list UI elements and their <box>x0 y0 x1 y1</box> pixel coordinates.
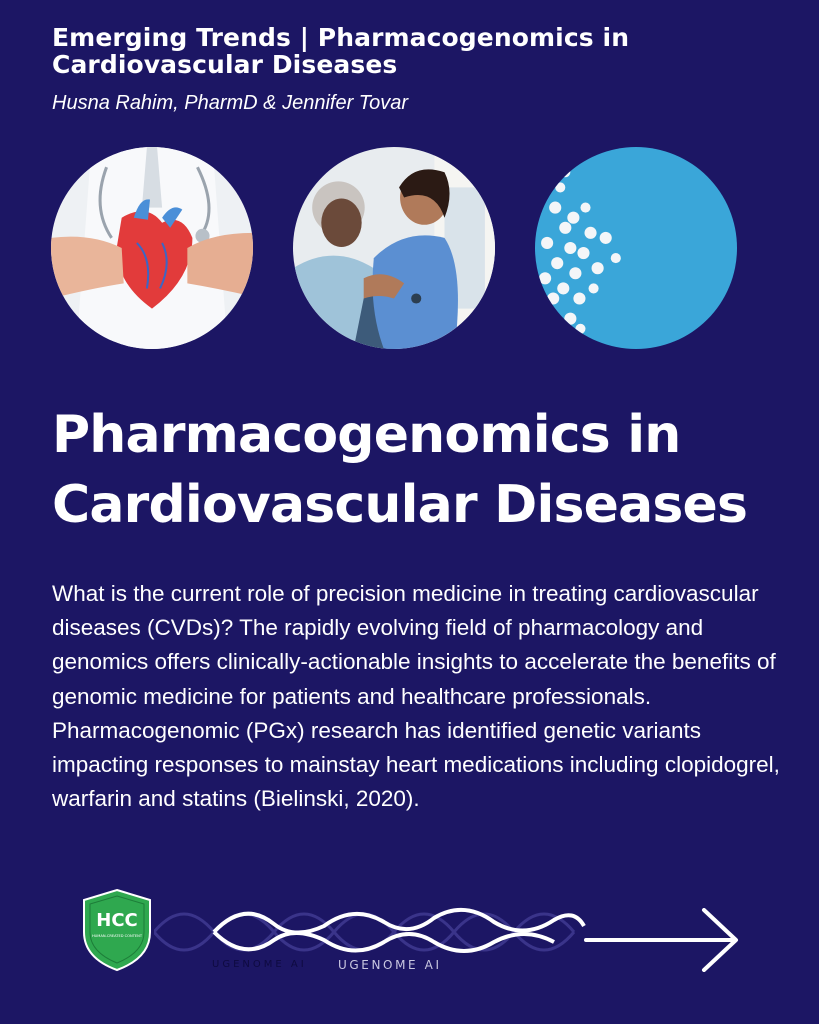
ugenome-logo-text: UGENOME AI <box>338 958 442 972</box>
main-heading: Pharmacogenomics in Cardiovascular Diseases <box>52 405 748 535</box>
ugenome-dna-icon <box>154 896 594 966</box>
heart-model-photo <box>51 147 253 349</box>
footer <box>0 880 819 990</box>
hcc-badge-title: HCC <box>96 910 138 931</box>
hcc-badge <box>80 888 154 972</box>
authors-line: Husna Rahim, PharmD & Jennifer Tovar <box>52 92 409 114</box>
ugenome-faded-text: UGENOME AI <box>212 959 307 970</box>
nurse-patient-photo <box>293 147 495 349</box>
arrow-right-icon[interactable] <box>584 908 740 972</box>
pills-photo <box>535 147 737 349</box>
intro-paragraph: What is the current role of precision medicine in treating cardiovascular diseases (CVDs)? The rapidly evolving field of pharmacology and genomics offers clinically-actionable insights to accelerate the benefits of genomic medicine for patients and healthcare professionals. Pharmacogenomic (PGx) research has identified genetic variants impacting responses to mainstay heart medications including clopidogrel, warfarin and statins (Bielinski, 2020). <box>52 581 780 812</box>
hcc-badge-subtitle: HUMAN-CREATED CONTENT <box>91 934 143 938</box>
series-title: Emerging Trends | Pharmacogenomics in Cardiovascular Diseases <box>52 23 630 79</box>
